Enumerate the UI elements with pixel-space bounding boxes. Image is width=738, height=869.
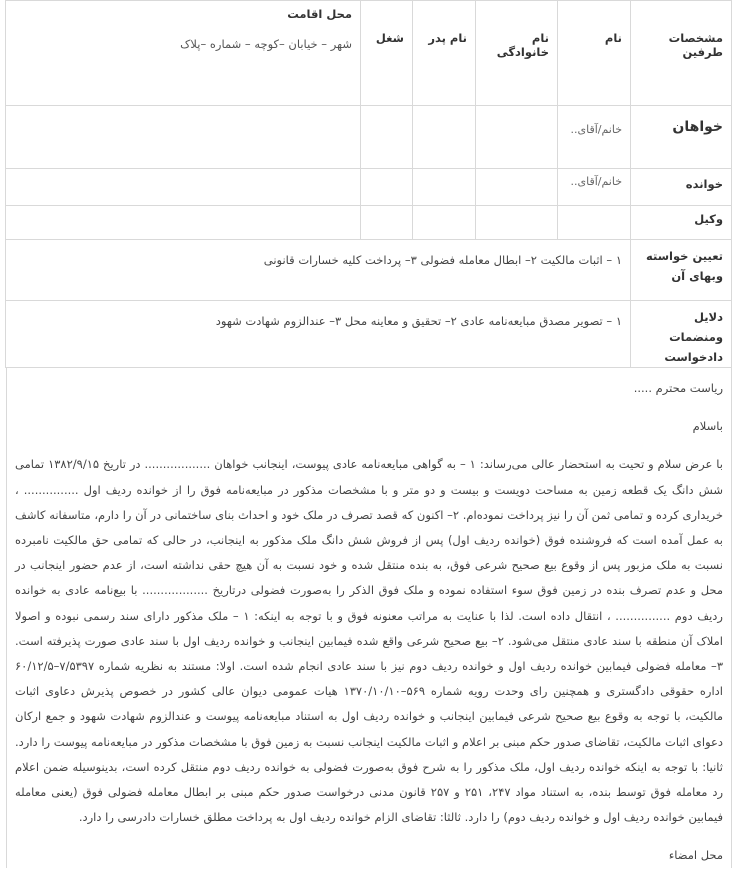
residence-header bbox=[6, 1, 361, 106]
occupation-header: شغل bbox=[361, 1, 413, 106]
residence-title: محل اقامت bbox=[287, 7, 352, 21]
lawyer-occupation bbox=[361, 206, 413, 240]
table-header-row bbox=[6, 1, 732, 106]
claim-value: ۱ – اثبات مالکیت ۲– ابطال معامله فضولی ۳– پرداخت کلیه خسارات قانونی bbox=[6, 240, 631, 301]
evidence-value: ۱ – تصویر مصدق مبایعه‌نامه عادی ۲– تحقیق و معاینه محل ۳– عندالزوم شهادت شهود bbox=[6, 301, 631, 368]
lawyer-name bbox=[558, 206, 631, 240]
lawyer-last-name bbox=[476, 206, 558, 240]
defendant-name: خانم/آقای.. bbox=[558, 169, 631, 206]
plaintiff-last-name bbox=[476, 106, 558, 169]
salutation: ریاست محترم ..... bbox=[633, 381, 723, 395]
lawyer-label: وکیل bbox=[631, 206, 732, 240]
defendant-residence bbox=[6, 169, 361, 206]
parties-spec-header: مشخصات طرفین bbox=[631, 1, 732, 106]
parties-table bbox=[5, 0, 732, 368]
plaintiff-label: خواهان bbox=[631, 106, 732, 169]
table-row-plaintiff bbox=[6, 106, 732, 169]
defendant-father-name bbox=[413, 169, 476, 206]
lawyer-residence bbox=[6, 206, 361, 240]
defendant-occupation bbox=[361, 169, 413, 206]
plaintiff-father-name bbox=[413, 106, 476, 169]
claim-label: تعیین خواسته وبهای آن bbox=[631, 240, 732, 301]
petition-body bbox=[6, 368, 732, 868]
plaintiff-name: خانم/آقای.. bbox=[558, 106, 631, 169]
table-row-evidence bbox=[6, 301, 732, 368]
last-name-header: نام خانوادگی bbox=[476, 1, 558, 106]
defendant-last-name bbox=[476, 169, 558, 206]
table-row-defendant bbox=[6, 169, 732, 206]
lawyer-father-name bbox=[413, 206, 476, 240]
evidence-label: دلایل ومنضمات دادخواست bbox=[631, 301, 732, 368]
signature-place: محل امضاء bbox=[668, 848, 723, 863]
father-name-header: نام پدر bbox=[413, 1, 476, 106]
first-name-header: نام bbox=[558, 1, 631, 106]
table-row-lawyer bbox=[6, 206, 732, 240]
plaintiff-residence bbox=[6, 106, 361, 169]
residence-subtitle: شهر – خیابان –کوچه – شماره –پلاک bbox=[180, 37, 352, 51]
defendant-label: خوانده bbox=[631, 169, 732, 206]
table-row-claim bbox=[6, 240, 732, 301]
plaintiff-occupation bbox=[361, 106, 413, 169]
petition-text: با عرض سلام و تحیت به استحضار عالی می‌رساند: ۱ – به گواهی مبایعه‌نامه عادی پیوست، اینجانب خواهان .................. در تاریخ ۱۳۸۲/۹/۱۵ تمامی شش دانگ یک قطعه زمین به مساحت دویست و بیست و دو متر و با مشخصات مذکور در مبایعه‌نامه فوق را از خوانده ردیف اول ............... ، خریداری کرده و تمامی ثمن آن را نیز پرداخت نموده‌ام. ۲– اکنون که قصد تصرف در ملک خود و احداث بنای ساختمانی در آن را دارم، متاسفانه کاشف به عمل آمده است که فروشنده فوق (خوانده ردیف اول) پس از فروش شش دانگ ملک مذکور به اینجانب، در حالی که تمامی حق مالکیت نامبرده نسبت به ملک مزبور پس از وقوع بیع صحیح شرعی فوق، به بنده منتقل شده و خود نسبت به آن هیچ حقی نداشته است، از عدم حضور اینجانب در محل و عدم تصرف بنده در زمین فوق سوء استفاده نموده و ملک فوق الذکر را به‌صورت فضولی درتاریخ .................. با بیع‌نامه عادی به خوانده ردیف دوم ............... ، انتقال داده است. لذا با عنایت به مراتب معنونه فوق و با توجه به اینکه: ۱ – ملک مذکور دارای سند رسمی نبوده و اصولا املاک آن منطقه با سند عادی منتقل می‌شود. ۲– بیع صحیح شرعی واقع شده فیمابین اینجانب و خوانده ردیف اول با سند عادی صورت پذیرفته است. ۳– معامله فضولی فیمابین خوانده ردیف اول و خوانده ردیف دوم نیز با سند عادی انجام شده است. اولا: مستند به نظریه شماره ۷/۵۳۹۷–۶۰/۱۲/۵ اداره حقوقی دادگستری و همچنین رای وحدت رویه شماره ۵۶۹–۱۳۷۰/۱۰/۱۰ هیات عمومی دیوان عالی کشور در خصوص پذیرش دعاوی اثبات مالکیت، با توجه به وقوع بیع صحیح شرعی فیمابین اینجانب و خوانده ردیف اول به استناد مبایعه‌نامه پیوست و عندالزوم شهادت شهود و جمع ارکان دعوای اثبات مالکیت، تقاضای صدور حکم مبنی بر اعلام و اثبات مالکیت اینجانب نسبت به زمین فوق با مشخصات مذکور در مبایعه‌نامه پیوست را دارد. ثانیا: با توجه به اینکه خوانده ردیف اول، ملک مذکور را به شرح فوق به‌صورت فضولی به خوانده ردیف دوم منتقل کرده است، بدینوسیله ضمن اعلام رد معامله فوق توسط بنده، به استناد مواد ۲۴۷، ۲۵۱ و ۲۵۷ قانون مدنی درخواست صدور حکم مبنی بر ابطال معامله فضولی فوق (یعنی معامله فیمابین خوانده ردیف اول و خوانده ردیف دوم) را دارد. ثالثا: تقاضای الزام خوانده ردیف اول به پرداخت مطلق خسارات دادرسی را دارد. bbox=[15, 457, 723, 825]
petition-document bbox=[6, 0, 732, 868]
greeting: باسلام bbox=[692, 419, 723, 434]
